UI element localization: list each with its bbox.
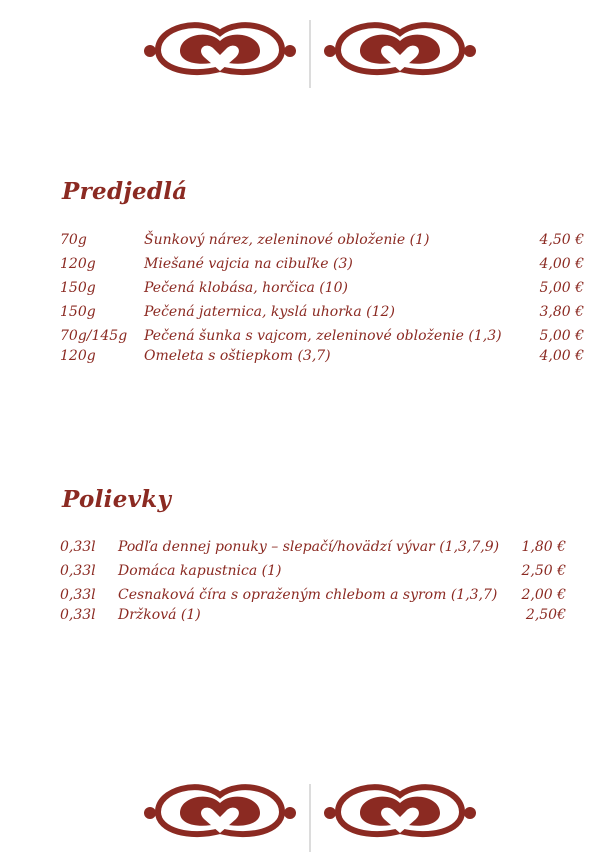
- item-price: 4,50 €: [539, 232, 584, 248]
- folk-heart-ornament-icon: [140, 782, 480, 852]
- menu-item: [60, 252, 584, 276]
- item-price: 4,00 €: [539, 256, 584, 272]
- item-quantity: 0,33l: [60, 563, 96, 579]
- item-quantity: 150g: [60, 280, 96, 296]
- item-price: 5,00 €: [539, 328, 584, 344]
- item-name: Podľa dennej ponuky – slepačí/hovädzí vývar (1,3,7,9): [118, 539, 500, 555]
- section-title-starters: Predjedlá: [62, 178, 188, 205]
- menu-item: [60, 228, 584, 252]
- item-name: Pečená jaternica, kyslá uhorka (12): [144, 304, 395, 320]
- section-title-soups: Polievky: [62, 486, 172, 513]
- item-price: 2,00 €: [521, 587, 566, 603]
- item-name: Omeleta s oštiepkom (3,7): [144, 348, 331, 364]
- item-quantity: 0,33l: [60, 587, 96, 603]
- item-quantity: 70g/145g: [60, 328, 128, 344]
- menu-item: [60, 559, 566, 583]
- folk-heart-ornament-icon: [140, 20, 480, 90]
- item-quantity: 70g: [60, 232, 87, 248]
- item-price: 2,50€: [525, 607, 566, 623]
- item-price: 4,00 €: [539, 348, 584, 364]
- item-name: Cesnaková číra s opraženým chlebom a syrom (1,3,7): [118, 587, 498, 603]
- item-quantity: 0,33l: [60, 607, 96, 623]
- item-price: 1,80 €: [521, 539, 566, 555]
- menu-item: [60, 276, 584, 300]
- item-quantity: 120g: [60, 348, 96, 364]
- menu-item: [60, 535, 566, 559]
- item-quantity: 0,33l: [60, 539, 96, 555]
- item-name: Držková (1): [118, 607, 201, 623]
- item-name: Domáca kapustnica (1): [118, 563, 282, 579]
- starters-menu-list: [60, 228, 584, 368]
- item-price: 5,00 €: [539, 280, 584, 296]
- soups-menu-list: [60, 535, 566, 627]
- item-quantity: 120g: [60, 256, 96, 272]
- menu-item: [60, 603, 566, 627]
- item-price: 3,80 €: [539, 304, 584, 320]
- item-name: Pečená klobása, horčica (10): [144, 280, 348, 296]
- menu-item: [60, 344, 584, 368]
- item-name: Miešané vajcia na cibuľke (3): [144, 256, 353, 272]
- item-quantity: 150g: [60, 304, 96, 320]
- item-name: Šunkový nárez, zeleninové obloženie (1): [144, 232, 430, 248]
- item-price: 2,50 €: [521, 563, 566, 579]
- menu-item: [60, 300, 584, 324]
- item-name: Pečená šunka s vajcom, zeleninové obloženie (1,3): [144, 328, 502, 344]
